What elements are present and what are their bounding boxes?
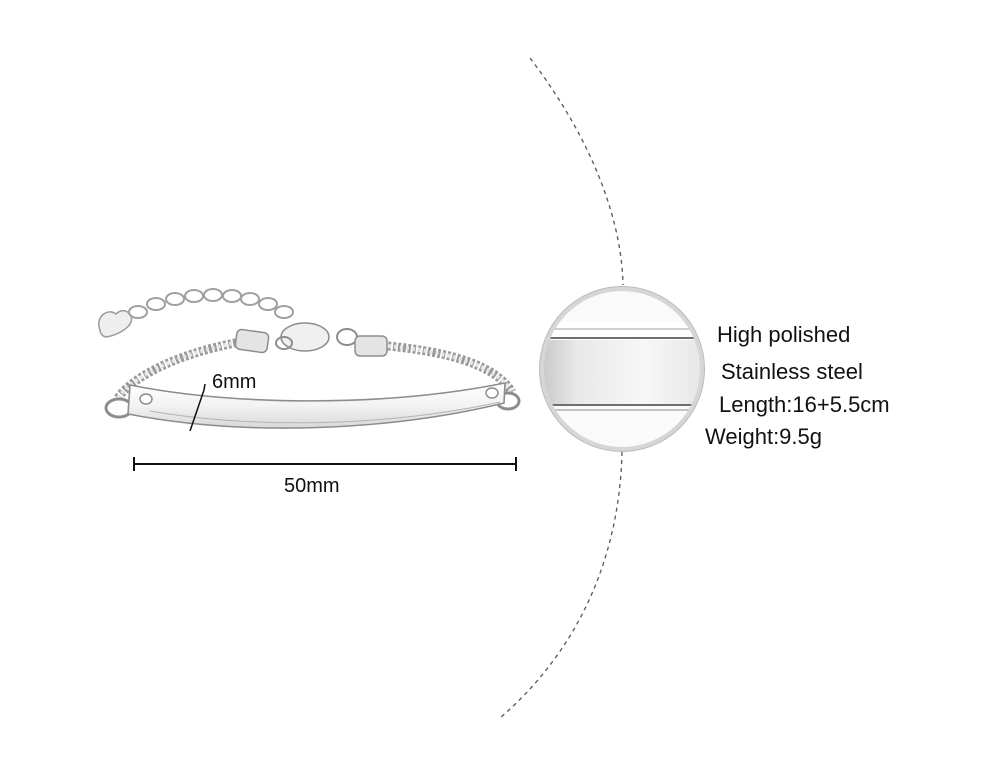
id-bar — [128, 383, 505, 428]
spec-length: Length:16+5.5cm — [719, 392, 890, 417]
bracelet-image — [99, 289, 519, 428]
heart-charm — [99, 311, 132, 337]
spec-weight: Weight:9.5g — [705, 424, 823, 449]
width-dimension-line — [134, 457, 516, 471]
thickness-label: 6mm — [212, 371, 257, 393]
magnified-detail — [530, 280, 720, 470]
end-cap-right — [355, 336, 387, 356]
spec-material: Stainless steel — [721, 359, 863, 384]
spec-finish: High polished — [717, 322, 851, 347]
end-cap-left — [235, 329, 269, 353]
width-label: 50mm — [284, 475, 340, 497]
extension-chain — [129, 289, 293, 318]
